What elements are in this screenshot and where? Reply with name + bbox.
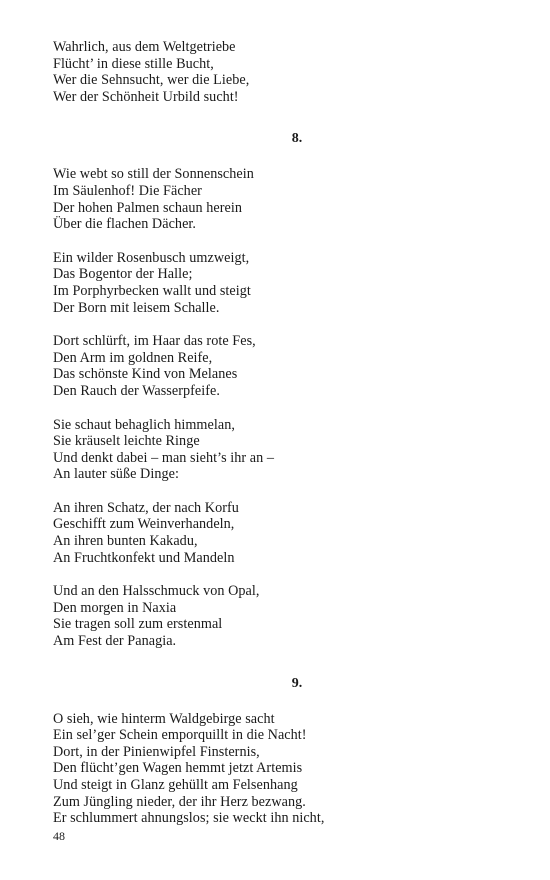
verse-line: Ein wilder Rosenbusch umzweigt,	[53, 249, 250, 266]
verse-line: Sie tragen soll zum erstenmal	[53, 616, 223, 633]
verse-line: An Fruchtkonfekt und Mandeln	[53, 549, 235, 566]
verse-line: Zum Jüngling nieder, der ihr Herz bezwang.	[53, 793, 306, 810]
stanza	[53, 583, 513, 649]
verse-line: Flücht’ in diese stille Bucht,	[53, 55, 214, 72]
stanza	[53, 711, 513, 827]
verse-line: Den flücht’gen Wagen hemmt jetzt Artemis	[53, 760, 303, 777]
verse-line: An ihren Schatz, der nach Korfu	[53, 499, 239, 516]
verse-line: Über die flachen Dächer.	[53, 216, 196, 233]
verse-line: Am Fest der Panagia.	[53, 633, 177, 650]
verse-line: Der hohen Palmen schaun herein	[53, 199, 243, 216]
page-number: 48	[53, 829, 65, 843]
stanza	[53, 417, 513, 483]
verse-line: An ihren bunten Kakadu,	[53, 533, 198, 550]
verse-line: Er schlummert ahnungslos; sie weckt ihn nicht,	[53, 810, 325, 827]
verse-line: Im Säulenhof! Die Fächer	[53, 182, 202, 199]
section-number: 9.	[291, 675, 303, 691]
verse-line: Geschifft zum Weinverhandeln,	[53, 516, 235, 533]
verse-line: An lauter süße Dinge:	[53, 466, 179, 483]
verse-line: Das schönste Kind von Melanes	[53, 366, 238, 383]
verse-line: Sie kräuselt leichte Ringe	[53, 433, 200, 450]
verse-line: Ein sel’ger Schein emporquillt in die Nacht!	[53, 727, 307, 744]
section-number: 8.	[291, 131, 303, 147]
verse-line: Der Born mit leisem Schalle.	[53, 299, 220, 316]
verse-line: O sieh, wie hinterm Waldgebirge sacht	[53, 710, 275, 727]
verse-line: Den Rauch der Wasserpfeife.	[53, 382, 220, 399]
stanza	[53, 250, 513, 316]
stanza	[53, 333, 513, 399]
verse-line: Den Arm im goldnen Reife,	[53, 349, 213, 366]
verse-line: Den morgen in Naxia	[53, 599, 177, 616]
verse-line: Und denkt dabei – man sieht’s ihr an –	[53, 449, 274, 466]
stanza	[53, 39, 513, 105]
stanza	[53, 166, 513, 232]
stanza	[53, 500, 513, 566]
verse-line: Im Porphyrbecken wallt und steigt	[53, 282, 251, 299]
verse-line: Dort, in der Pinienwipfel Finsternis,	[53, 743, 260, 760]
verse-line: Wer der Schönheit Urbild sucht!	[53, 88, 239, 105]
verse-line: Das Bogentor der Halle;	[53, 266, 193, 283]
verse-line: Sie schaut behaglich himmelan,	[53, 416, 235, 433]
verse-line: Wer die Sehnsucht, wer die Liebe,	[53, 72, 250, 89]
verse-line: Wahrlich, aus dem Weltgetriebe	[53, 39, 236, 55]
verse-line: Wie webt so still der Sonnenschein	[53, 166, 254, 183]
verse-line: Und steigt in Glanz gehüllt am Felsenhang	[53, 777, 298, 793]
verse-line: Und an den Halsschmuck von Opal,	[53, 583, 260, 600]
page-body	[53, 39, 513, 844]
verse-line: Dort schlürft, im Haar das rote Fes,	[53, 333, 256, 350]
